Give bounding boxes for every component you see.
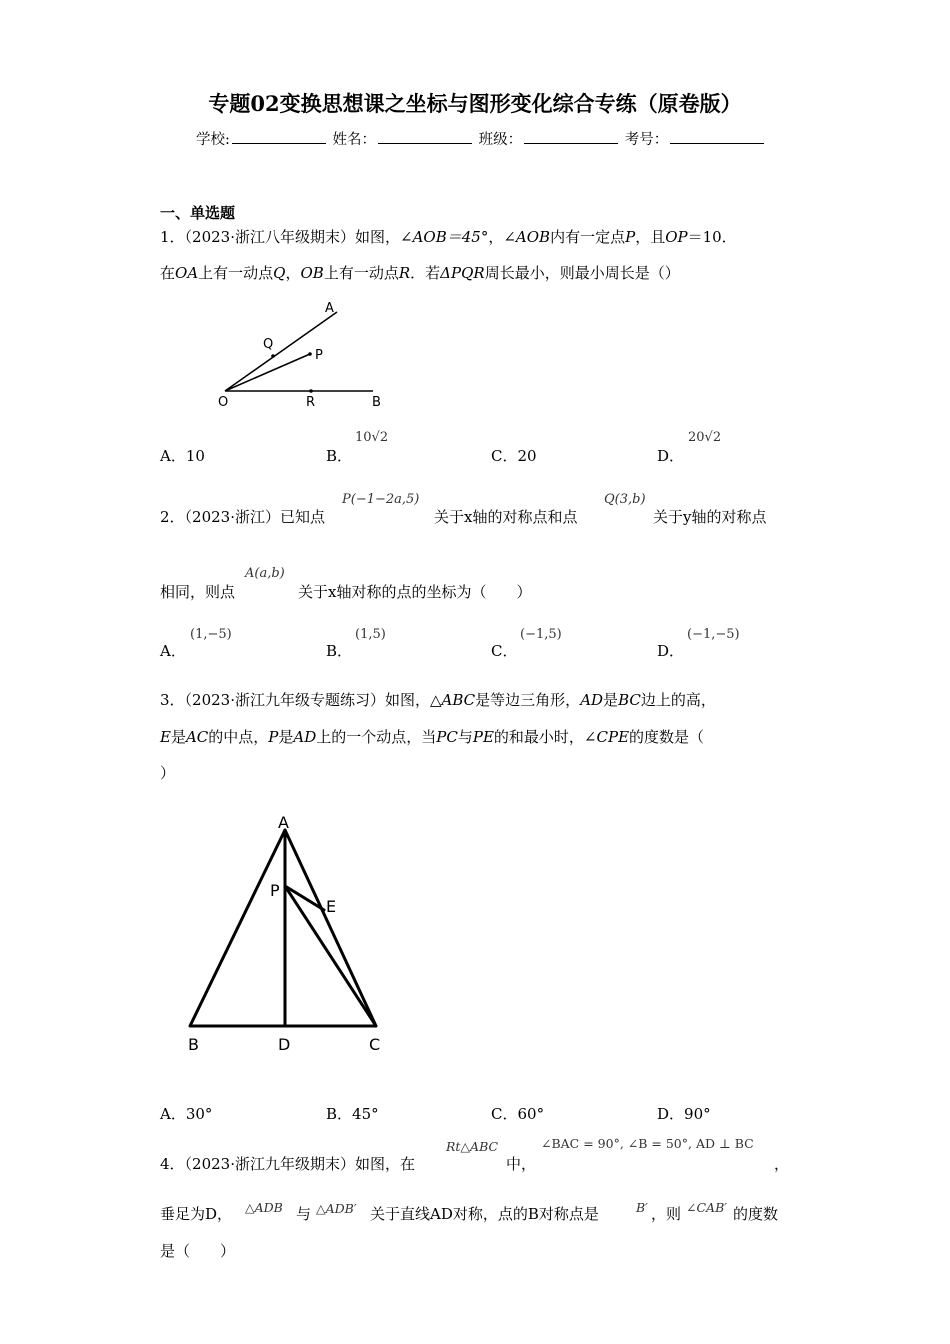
q3-line-3: ）: [160, 764, 176, 782]
q3-triangle-figure: [180, 806, 400, 1066]
name-label: 姓名：: [332, 132, 376, 148]
q1-segment-op: OP: [665, 228, 688, 246]
q3-text: 是等边三角形，: [475, 691, 581, 709]
q1-triangle-pqr: ΔPQR: [440, 264, 485, 282]
option-value: 10: [185, 447, 205, 465]
q3-option-d[interactable]: [657, 1103, 711, 1124]
q2-point-a-formula: A(a,b): [245, 566, 285, 581]
q3-text: 是: [170, 728, 186, 746]
label-b: B: [372, 395, 381, 410]
option-letter: B．: [326, 1105, 353, 1123]
exam-no-blank[interactable]: [670, 131, 764, 144]
q3-segment-pe: PE: [472, 728, 494, 746]
q1-text: 周长最小，则最小周长是（）: [484, 264, 680, 282]
q1-line-2: [160, 262, 680, 283]
option-value: 20: [517, 447, 537, 465]
exam-no-label: 考号：: [624, 132, 669, 148]
q4-conditions-formula: ∠BAC = 90°, ∠B = 50°, AD ⊥ BC: [541, 1136, 754, 1151]
q4-triangle-adb-prime: △ADB′: [316, 1201, 357, 1216]
option-value: 60°: [517, 1105, 545, 1123]
q2-number: 2．: [160, 508, 185, 526]
q4-number: 4．: [160, 1155, 185, 1173]
q1-option-d[interactable]: [657, 445, 684, 466]
q3-option-a[interactable]: [160, 1103, 212, 1124]
class-blank[interactable]: [524, 131, 618, 144]
q2-point-q-formula: Q(3,b): [604, 492, 646, 507]
q1-source: （2023·浙江八年级期末）: [184, 228, 355, 246]
q4-line-1-start: [160, 1153, 415, 1174]
q2-source: （2023·浙江）: [184, 508, 280, 526]
q1-angle-figure: [210, 296, 410, 414]
q1-point-q: Q: [273, 264, 286, 282]
page-title: 专题02变换思想课之坐标与图形变化综合专练（原卷版）: [208, 91, 742, 116]
school-label: 学校:: [196, 132, 230, 148]
q1-point-r: R: [398, 264, 411, 282]
point-r-dot: [309, 389, 313, 393]
q4-text-and: 与: [296, 1205, 312, 1223]
q1-text: ＝10．: [687, 228, 737, 246]
q1-point-p: P: [625, 228, 636, 246]
q3-source: （2023·浙江九年级专题练习）: [184, 691, 385, 709]
option-value: 30°: [185, 1105, 213, 1123]
q2-point-p-formula: P(−1−2a,5): [342, 492, 420, 507]
q4-text-mid: 中，: [506, 1155, 537, 1173]
q1-option-b-formula: 10√2: [355, 430, 389, 445]
option-letter: A．: [160, 1105, 186, 1123]
q2-option-c-formula: (−1,5): [520, 627, 562, 642]
segment-op: [225, 354, 310, 391]
q1-text: 如图，: [355, 228, 401, 246]
section-heading: 一、单选题: [160, 204, 236, 222]
q3-segment-ac: AC: [185, 728, 209, 746]
label-c: C: [369, 1035, 381, 1054]
label-r: R: [306, 395, 316, 410]
name-blank[interactable]: [378, 131, 472, 144]
q4-line-3: 是（ ）: [160, 1242, 236, 1260]
q2-text: 已知点: [280, 508, 326, 526]
q3-triangle: ABC: [441, 691, 476, 709]
q3-text: 边上的高，: [640, 691, 716, 709]
q3-text: 如图，△: [385, 691, 442, 709]
q3-text: 的中点，: [208, 728, 269, 746]
q3-text: 与: [457, 728, 473, 746]
q3-segment-bc: BC: [618, 691, 641, 709]
q3-text: 是: [603, 691, 619, 709]
triangle-abc: [190, 830, 376, 1026]
q3-text: 的度数是（: [629, 728, 705, 746]
q4-text-then: ，则: [651, 1205, 682, 1223]
point-p-dot: [308, 352, 312, 356]
q1-ray-ob: OB: [300, 264, 324, 282]
q2-option-d-formula: (−1,−5): [687, 627, 740, 642]
q2-line-2-start: 相同，则点: [160, 583, 236, 601]
q3-option-b[interactable]: [326, 1103, 379, 1124]
label-a: A: [325, 301, 334, 316]
q3-text: 的和最小时，∠: [493, 728, 597, 746]
q3-option-c[interactable]: [491, 1103, 544, 1124]
q4-angle-cab-prime: ∠CAB′: [686, 1200, 728, 1215]
q3-segment-ad: AD: [293, 728, 317, 746]
q1-text: 上有一动点: [323, 264, 399, 282]
q3-number: 3．: [160, 691, 185, 709]
q2-line-1-start: [160, 506, 325, 527]
option-value: 90°: [684, 1105, 711, 1123]
q1-option-d-formula: 20√2: [688, 430, 722, 445]
q2-option-b[interactable]: B．: [326, 642, 353, 660]
q4-triangle-formula: Rt△ABC: [446, 1139, 499, 1154]
q4-text-comma: ，: [774, 1155, 790, 1173]
q1-angle: ∠AOB＝45°: [400, 228, 489, 246]
class-label: 班级：: [478, 132, 523, 148]
q3-point-p: P: [268, 728, 279, 746]
label-p: P: [270, 881, 280, 900]
q2-text-mid: 关于x轴的对称点和点: [434, 508, 578, 526]
option-letter: C．: [491, 447, 518, 465]
q4-text: 如图，在: [355, 1155, 416, 1173]
option-letter: D．: [657, 447, 685, 465]
q1-angle-ref: ∠AOB: [503, 228, 551, 246]
label-o: O: [218, 395, 229, 410]
label-d: D: [278, 1035, 291, 1054]
q4-triangle-adb: △ADB: [245, 1200, 283, 1215]
q3-point-e: E: [160, 728, 171, 746]
q1-option-a[interactable]: [160, 445, 205, 466]
q1-line-1: [160, 226, 737, 247]
option-value: 45°: [352, 1105, 379, 1123]
label-p: P: [315, 348, 323, 363]
label-b: B: [188, 1035, 199, 1054]
q4-line-2-start: 垂足为D，: [160, 1205, 233, 1223]
q4-text-symmetric: 关于直线AD对称，点的B对称点是: [370, 1205, 599, 1223]
q1-option-c[interactable]: [491, 445, 537, 466]
q2-line-2-end: 关于x轴对称的点的坐标为（ ）: [298, 583, 532, 601]
point-q-dot: [271, 354, 275, 358]
q1-text: ．若: [410, 264, 441, 282]
student-info-line: [196, 128, 766, 149]
q1-option-b[interactable]: [326, 445, 352, 466]
q4-point-b-prime: B′: [636, 1200, 649, 1215]
q1-text: 内有一定点: [550, 228, 626, 246]
q1-text: 在: [160, 264, 176, 282]
q2-option-a[interactable]: A．: [160, 642, 186, 660]
option-letter: A．: [160, 447, 186, 465]
q2-option-a-formula: (1,−5): [190, 627, 232, 642]
q3-line-2: [160, 726, 704, 747]
q3-text: 上的一个动点，当: [316, 728, 437, 746]
school-blank[interactable]: [232, 131, 326, 144]
q3-segment-ad: AD: [580, 691, 604, 709]
q1-text: ，且: [635, 228, 666, 246]
q4-text-degree: 的度数: [733, 1205, 779, 1223]
label-e: E: [326, 897, 337, 916]
option-letter: B．: [326, 447, 353, 465]
q3-text: 是: [278, 728, 294, 746]
label-q: Q: [263, 337, 274, 352]
q1-ray-oa: OA: [175, 264, 199, 282]
q2-option-c[interactable]: C．: [491, 642, 518, 660]
q2-option-b-formula: (1,5): [355, 627, 386, 642]
q1-number: 1．: [160, 228, 185, 246]
label-a: A: [278, 813, 289, 832]
option-letter: D．: [657, 1105, 685, 1123]
option-letter: C．: [491, 1105, 518, 1123]
q3-angle-cpe: CPE: [596, 728, 630, 746]
q4-source: （2023·浙江九年级期末）: [184, 1155, 355, 1173]
q1-text: ，: [285, 264, 301, 282]
q1-text: 上有一动点: [198, 264, 274, 282]
q2-option-d[interactable]: D．: [657, 642, 685, 660]
q1-text: ，: [488, 228, 504, 246]
q3-line-1: [160, 689, 716, 710]
q2-text-end: 关于y轴的对称点: [653, 508, 767, 526]
q3-segment-pc: PC: [436, 728, 458, 746]
